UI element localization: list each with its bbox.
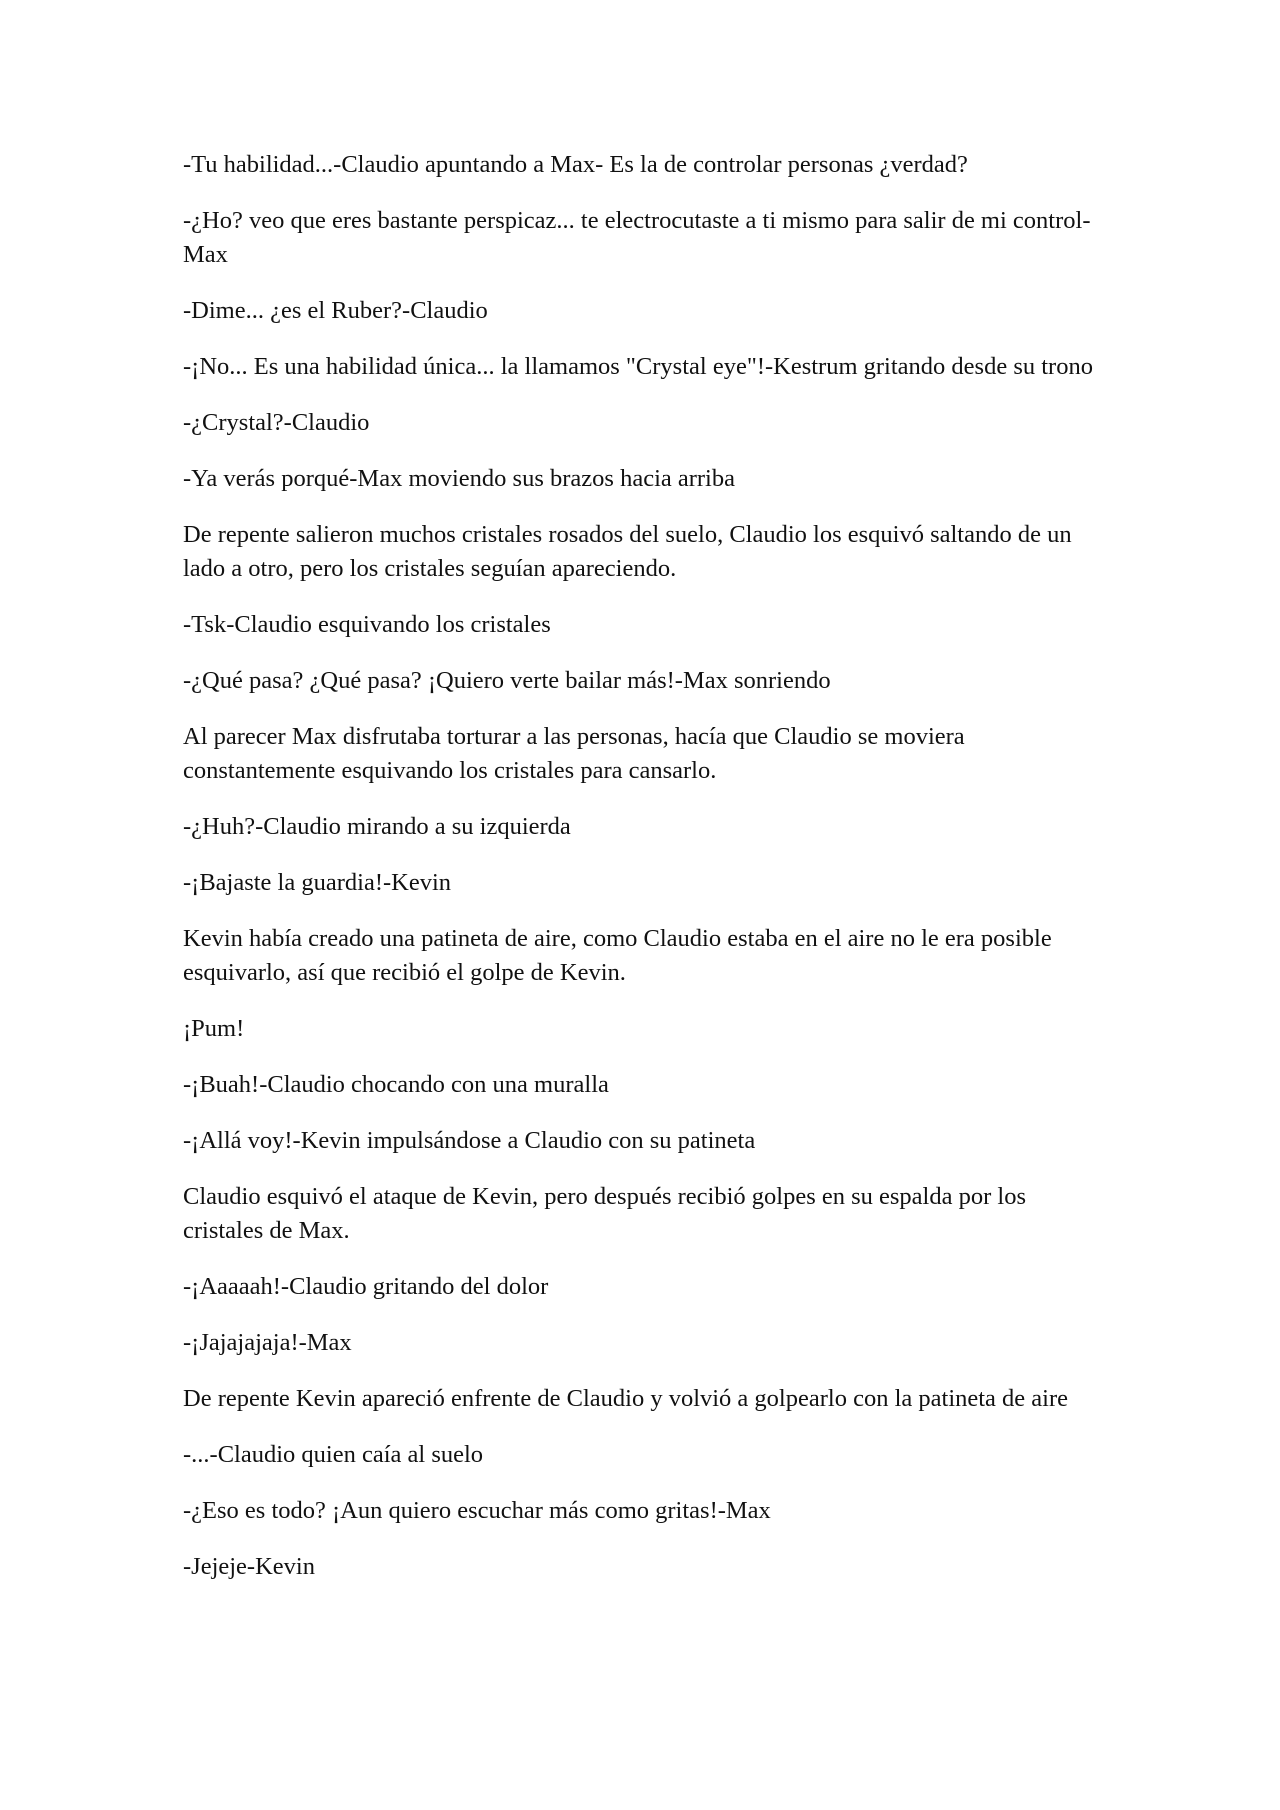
- paragraph: -¿Qué pasa? ¿Qué pasa? ¡Quiero verte bailar más!-Max sonriendo: [183, 667, 831, 694]
- paragraph: Claudio esquivó el ataque de Kevin, pero después recibió golpes en su espalda por los cristales de Max.: [183, 1183, 1026, 1244]
- paragraph: De repente salieron muchos cristales rosados del suelo, Claudio los esquivó saltando de un lado a otro, pero los cristales seguían apareciendo.: [183, 521, 1072, 582]
- paragraph: -Tsk-Claudio esquivando los cristales: [183, 611, 551, 638]
- paragraph: -¿Ho? veo que eres bastante perspicaz... te electrocutaste a ti mismo para salir de mi control- Max: [183, 207, 1091, 268]
- paragraph: De repente Kevin apareció enfrente de Claudio y volvió a golpearlo con la patineta de aire: [183, 1385, 1069, 1412]
- paragraph: -Tu habilidad...-Claudio apuntando a Max- Es la de controlar personas ¿verdad?: [183, 151, 968, 178]
- paragraph: -¡Bajaste la guardia!-Kevin: [183, 869, 452, 896]
- paragraph: -¡Allá voy!-Kevin impulsándose a Claudio con su patineta: [183, 1127, 756, 1154]
- paragraph: -¿Crystal?-Claudio: [183, 409, 370, 436]
- paragraph: -Dime... ¿es el Ruber?-Claudio: [183, 297, 488, 324]
- paragraph: -...-Claudio quien caía al suelo: [183, 1441, 484, 1468]
- paragraph: -¿Huh?-Claudio mirando a su izquierda: [183, 813, 571, 840]
- paragraph: -¡No... Es una habilidad única... la llamamos "Crystal eye"!-Kestrum gritando desde su trono: [183, 353, 1093, 380]
- paragraph: -Ya verás porqué-Max moviendo sus brazos hacia arriba: [183, 465, 735, 492]
- paragraph: -¿Eso es todo? ¡Aun quiero escuchar más como gritas!-Max: [183, 1497, 771, 1524]
- document-body: [183, 148, 1098, 1606]
- paragraph: -¡Jajajajaja!-Max: [183, 1329, 352, 1356]
- paragraph: ¡Pum!: [183, 1015, 245, 1042]
- paragraph: -¡Aaaaah!-Claudio gritando del dolor: [183, 1273, 549, 1300]
- paragraph: Al parecer Max disfrutaba torturar a las personas, hacía que Claudio se moviera constantemente esquivando los cristales para cansarlo.: [183, 723, 965, 784]
- paragraph: Kevin había creado una patineta de aire, como Claudio estaba en el aire no le era posible esquivarlo, así que recibió el golpe de Kevin.: [183, 925, 1052, 986]
- paragraph: -Jejeje-Kevin: [183, 1553, 315, 1580]
- paragraph: -¡Buah!-Claudio chocando con una muralla: [183, 1071, 609, 1098]
